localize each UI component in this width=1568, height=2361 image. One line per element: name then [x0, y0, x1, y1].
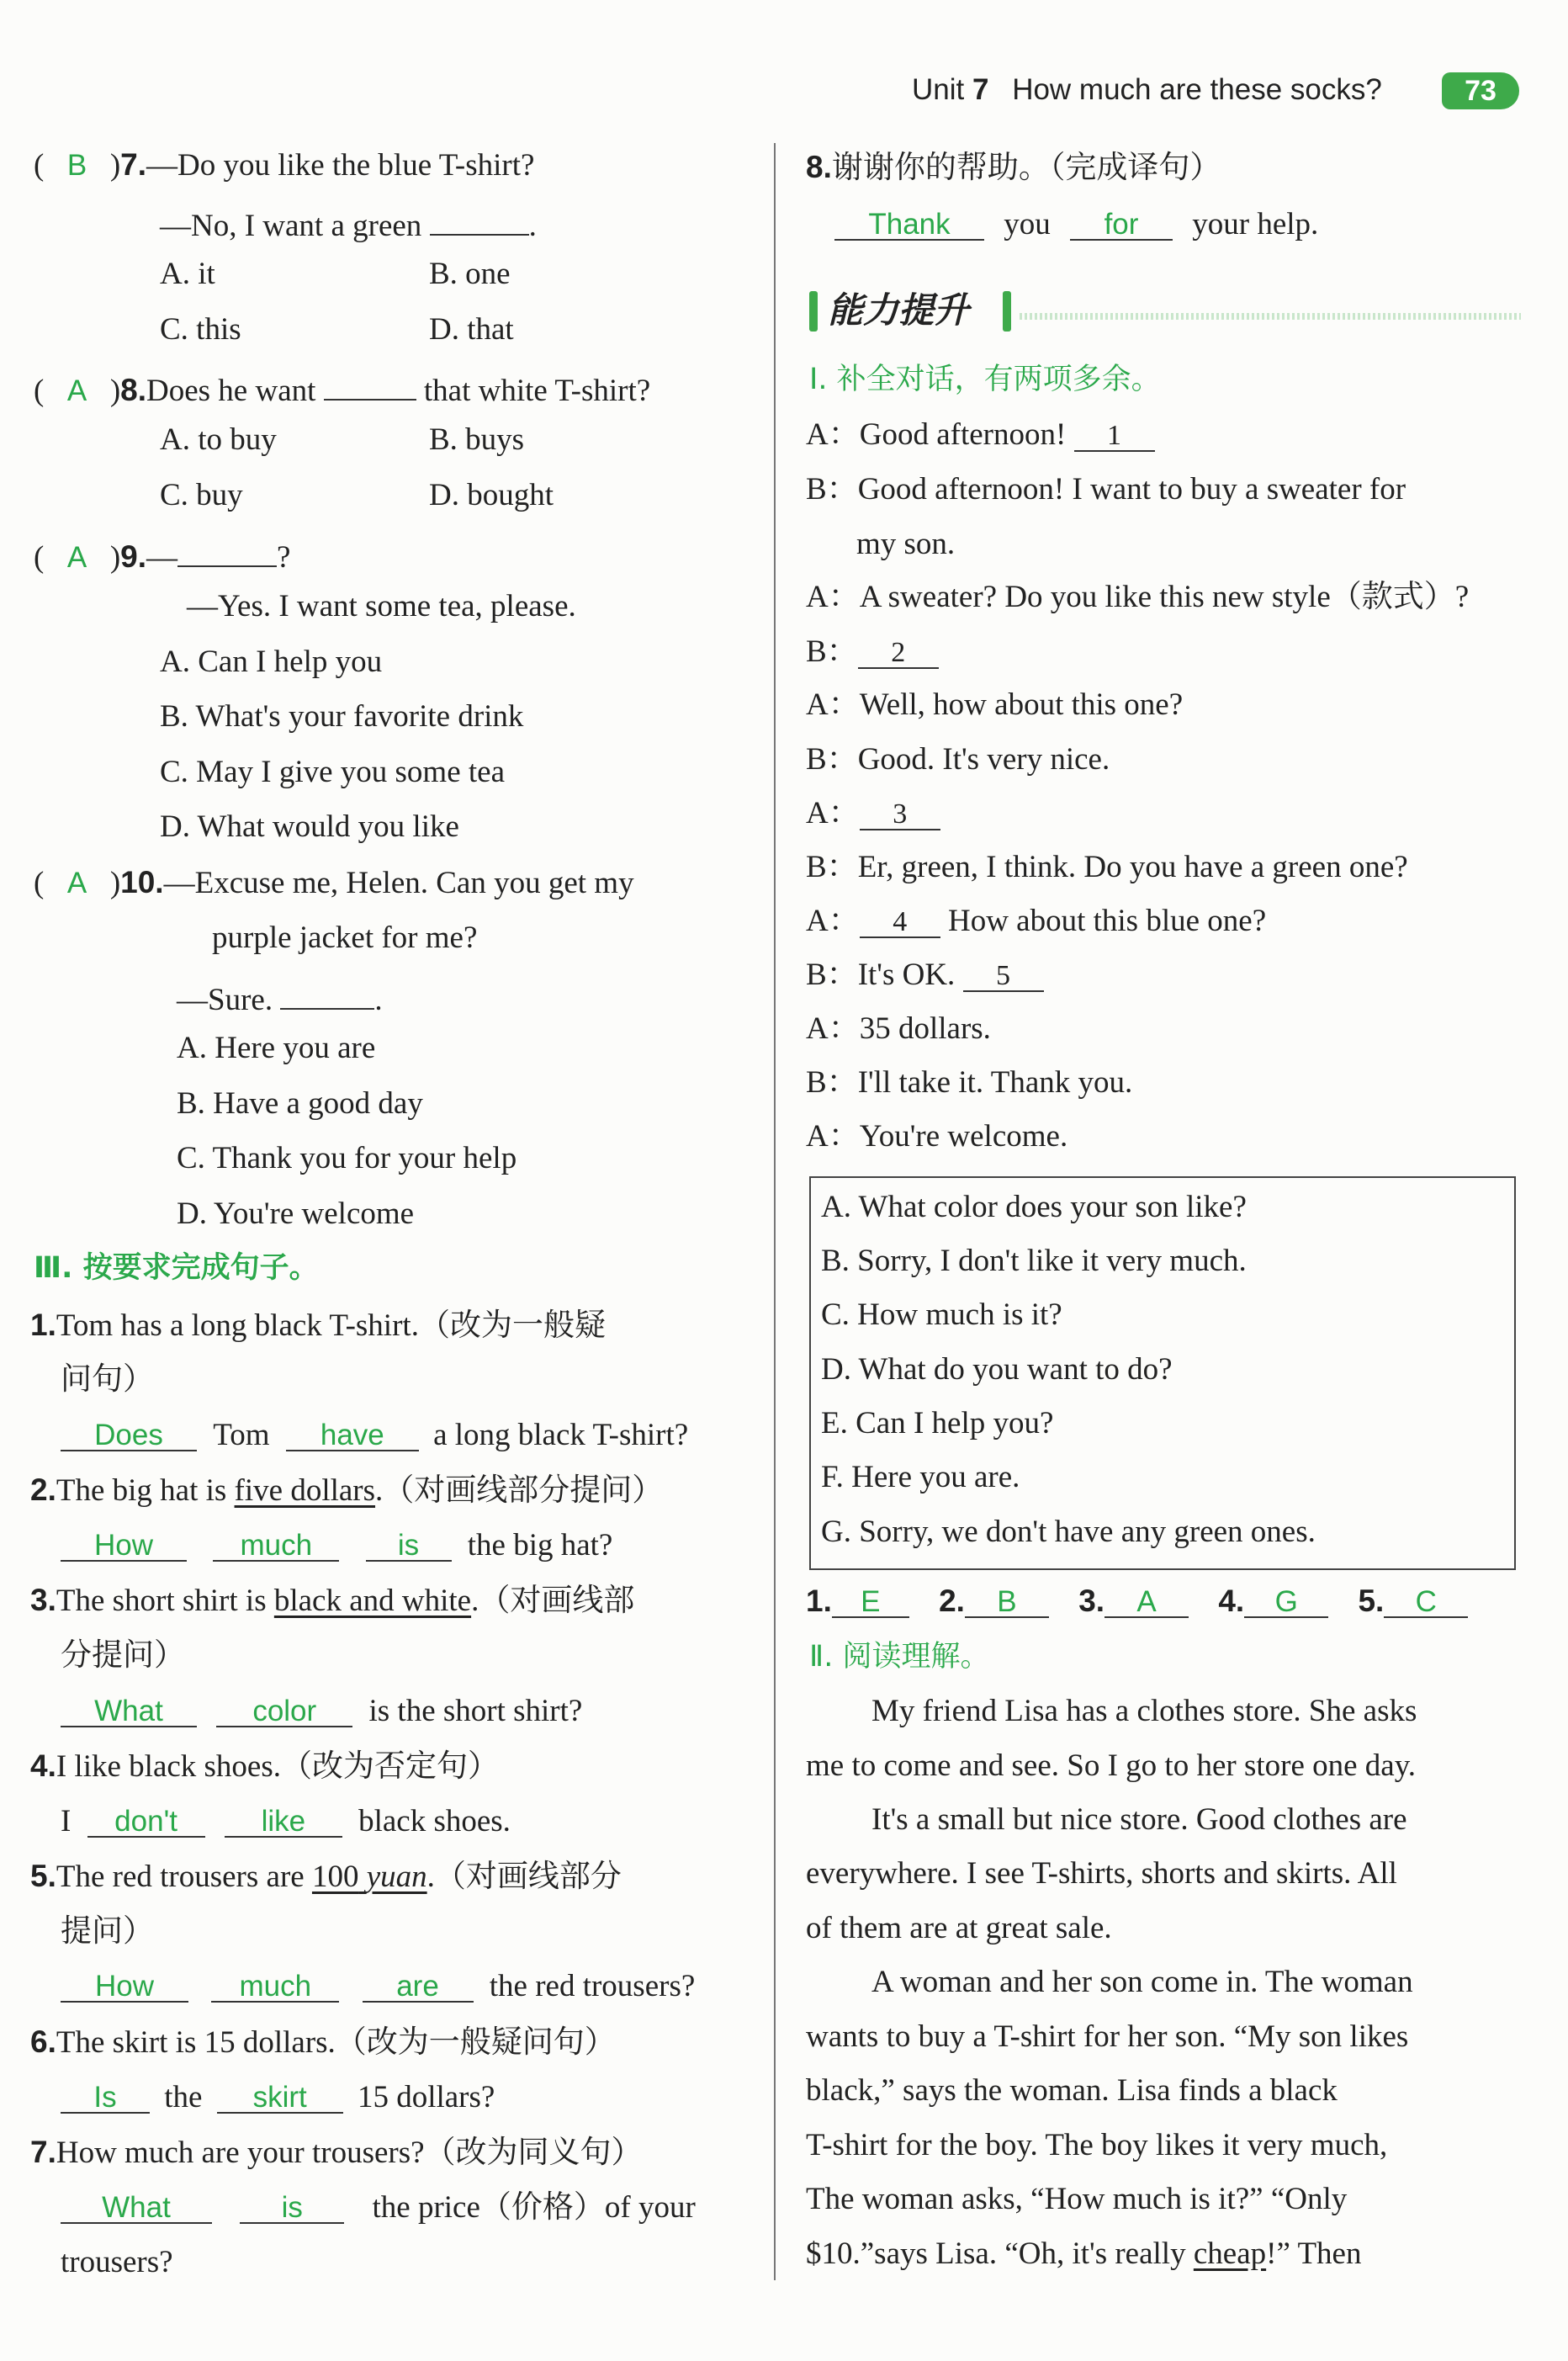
passage-line: My friend Lisa has a clothes store. She asks [871, 1694, 1417, 1728]
s6-blank-1[interactable]: Is [61, 2078, 150, 2114]
option-c: C. How much is it? [821, 1297, 1062, 1332]
q10-option-a: A. Here you are [177, 1031, 376, 1065]
q9-number: 9. [120, 539, 147, 574]
question-7 [34, 146, 534, 185]
answer-blank-4[interactable]: G [1244, 1583, 1328, 1618]
dialog-line [806, 416, 1155, 454]
s5-ul-number: 100 [311, 1860, 359, 1894]
s5-word: the red trousers? [489, 1969, 696, 2003]
q7-option-d: D. that [429, 312, 514, 347]
q9-stem-b: ? [277, 540, 291, 575]
t8-word-1: you [1004, 207, 1051, 241]
q7-number: 7. [120, 147, 147, 182]
dialog-line [806, 686, 1183, 724]
dialog-text: Good. It's very nice. [857, 742, 1110, 777]
s7-blank-1[interactable]: What [61, 2189, 212, 2224]
column-divider [774, 143, 776, 2280]
q7-blank[interactable] [430, 200, 529, 236]
option-f: F. Here you are. [821, 1460, 1020, 1494]
speaker: B： [806, 1065, 858, 1100]
s4-answer-line [61, 1802, 511, 1841]
s2-post: .（对画线部分提问） [375, 1473, 664, 1508]
speaker: A： [806, 796, 860, 830]
s7-answer-line [61, 2189, 696, 2227]
q7-option-b: B. one [429, 257, 511, 291]
dialog-line [806, 902, 1266, 941]
question-8 [34, 365, 650, 411]
s5-pre: The red trousers are [56, 1860, 305, 1894]
s5-blank-1[interactable]: How [61, 1967, 188, 2003]
question-10 [34, 863, 634, 903]
question-9 [34, 532, 290, 577]
passage-line: It's a small but nice store. Good clothes are [871, 1802, 1407, 1837]
s4-word-0: I [61, 1804, 72, 1838]
s5-blank-3[interactable]: are [363, 1967, 474, 2003]
speaker: A： [806, 904, 860, 938]
section-3-title: Ⅲ. 按要求完成句子。 [34, 1251, 319, 1285]
passage-line: everywhere. I see T-shirts, shorts and skirts. All [806, 1856, 1397, 1891]
s4-blank-1[interactable]: don't [87, 1802, 205, 1838]
s1-text2: 问句） [61, 1362, 154, 1397]
t8-text: 谢谢你的帮助。（完成译句） [831, 151, 1221, 185]
dialog-blank-5[interactable]: 5 [963, 957, 1044, 992]
s2-number: 2. [30, 1472, 56, 1507]
q10-line3-end: . [374, 983, 383, 1017]
unit-label: Unit [912, 73, 965, 106]
sentence-5 [30, 1857, 622, 1897]
s5-blank-2[interactable]: much [211, 1967, 339, 2003]
q9-option-c: C. May I give you some tea [160, 755, 505, 789]
q10-number: 10. [120, 865, 164, 899]
section-2-title: Ⅱ. 阅读理解。 [809, 1640, 990, 1674]
paren-open: ( [34, 148, 45, 183]
s1-answer-line [61, 1416, 688, 1455]
answer-q10[interactable]: A [66, 867, 87, 899]
s2-word: the big hat? [467, 1528, 613, 1563]
dialog-line [806, 1117, 1067, 1156]
dialog-text: Good afternoon! I want to buy a sweater for [857, 472, 1406, 507]
section-1-title: Ⅰ. 补全对话，有两项多余。 [809, 363, 1161, 396]
dialog-text: Er, green, I think. Do you have a green one? [857, 850, 1408, 884]
banner-bar-left [809, 291, 818, 332]
s2-blank-3[interactable]: is [366, 1526, 452, 1562]
dialog-blank-2[interactable]: 2 [858, 634, 939, 669]
speaker: A： [806, 687, 860, 722]
answer-number: 4. [1218, 1584, 1245, 1618]
s2-answer-line [61, 1526, 612, 1565]
q9-line2: —Yes. I want some tea, please. [187, 589, 576, 623]
answer-blank-5[interactable]: C [1384, 1583, 1468, 1618]
option-d: D. What do you want to do? [821, 1352, 1173, 1387]
answer-number: 3. [1078, 1584, 1105, 1618]
sentence-7 [30, 2133, 643, 2173]
q9-option-b: B. What's your favorite drink [160, 699, 524, 734]
s6-number: 6. [30, 2024, 56, 2059]
s5-ul-italic: yuan [366, 1860, 427, 1894]
answer-number: 1. [806, 1584, 832, 1618]
s2-blank-2[interactable]: much [213, 1526, 339, 1562]
t8-answer-line [834, 205, 1318, 244]
q7-line2-end: . [528, 209, 537, 243]
s5-number: 5. [30, 1859, 56, 1893]
banner-dotted-rule [1020, 313, 1521, 320]
s4-blank-2[interactable]: like [225, 1802, 342, 1838]
s1-word-1: Tom [213, 1418, 270, 1452]
s3-underlined: black and white [273, 1584, 472, 1618]
dialog-text: A sweater? Do you like this new style（款式）? [859, 580, 1470, 614]
s6-word-2: 15 dollars? [357, 2080, 495, 2114]
q10-option-d: D. You're welcome [177, 1196, 415, 1231]
q8-stem-a: Does he want [146, 374, 316, 408]
q9-stem-a: — [146, 540, 178, 575]
t8-blank-1[interactable]: Thank [834, 205, 984, 241]
s4-number: 4. [30, 1748, 56, 1783]
s7-blank-2[interactable]: is [240, 2189, 344, 2224]
answer-blank-3[interactable]: A [1104, 1583, 1189, 1618]
dialog-blank-1[interactable]: 1 [1074, 416, 1155, 452]
s2-blank-1[interactable]: How [61, 1526, 187, 1562]
dialog-text: It's OK. [857, 958, 956, 992]
q7-option-c: C. this [160, 312, 241, 347]
s2-pre: The big hat is [56, 1473, 227, 1508]
passage-line: T-shirt for the boy. The boy likes it very much, [806, 2128, 1388, 2162]
q10-option-b: B. Have a good day [177, 1086, 423, 1121]
paren-close: ) [109, 540, 121, 575]
last-line-underlined: cheap [1193, 2236, 1267, 2271]
dialog-text: How about this blue one? [947, 904, 1267, 938]
paren-open: ( [34, 540, 45, 575]
option-e: E. Can I help you? [821, 1406, 1054, 1440]
q8-blank[interactable] [324, 365, 416, 401]
s4-word: black shoes. [358, 1804, 511, 1838]
answer-number: 5. [1358, 1584, 1385, 1618]
q9-blank[interactable] [177, 532, 277, 567]
q7-line2 [160, 200, 537, 246]
t8-word-2: your help. [1192, 207, 1319, 241]
s1-word-2: a long black T-shirt? [433, 1418, 689, 1452]
q8-option-b: B. buys [429, 422, 525, 457]
speaker: A： [806, 580, 860, 614]
s3-pre: The short shirt is [56, 1584, 267, 1618]
s1-blank-1[interactable]: Does [61, 1416, 197, 1451]
q7-option-a: A. it [160, 257, 215, 291]
s3-answer-line [61, 1692, 582, 1731]
q10-option-c: C. Thank you for your help [177, 1141, 517, 1175]
dialog-text: 35 dollars. [859, 1011, 991, 1046]
s5-answer-line [61, 1967, 695, 2006]
q8-number: 8. [120, 373, 147, 407]
dialog-line [806, 956, 1044, 995]
t8-blank-2[interactable]: for [1070, 205, 1173, 241]
sentence-2 [30, 1471, 663, 1510]
s6-blank-2[interactable]: skirt [217, 2078, 343, 2114]
dialog-blank-3[interactable]: 3 [860, 795, 940, 830]
s3-post: .（对画线部 [471, 1584, 635, 1618]
passage-line: The woman asks, “How much is it?” “Only [806, 2182, 1348, 2216]
option-g: G. Sorry, we don't have any green ones. [821, 1515, 1316, 1549]
s7-text: How much are your trousers?（改为同义句） [56, 2136, 643, 2170]
dialog-line [806, 1064, 1132, 1102]
translation-8 [806, 148, 1221, 188]
s7-word: the price（价格）of your [372, 2190, 696, 2225]
q8-stem-b: that white T-shirt? [423, 374, 651, 408]
q8-option-c: C. buy [160, 478, 243, 512]
page-number-badge: 73 [1442, 72, 1519, 109]
s3-blank-2[interactable]: color [216, 1692, 352, 1727]
answer-number: 2. [939, 1584, 965, 1618]
dialog-line [806, 740, 1110, 779]
answer-q9[interactable]: A [66, 541, 87, 574]
answer-blank-2[interactable]: B [965, 1583, 1049, 1618]
last-line-post: !” Then [1266, 2236, 1362, 2271]
sentence-4 [30, 1747, 499, 1786]
last-line-pre: $10.”says Lisa. “Oh, it's really [806, 2236, 1186, 2271]
option-b: B. Sorry, I don't like it very much. [821, 1244, 1247, 1278]
speaker: A： [806, 1011, 860, 1046]
s7-number: 7. [30, 2135, 56, 2169]
dialog-line [806, 1010, 991, 1048]
q7-line2-text: —No, I want a green [160, 209, 422, 243]
passage-line: black,” says the woman. Lisa finds a black [806, 2073, 1338, 2108]
passage-line: A woman and her son come in. The woman [871, 1965, 1413, 1999]
dialog-line [806, 470, 1406, 509]
speaker: A： [806, 1119, 860, 1154]
q9-option-d: D. What would you like [160, 809, 459, 844]
option-a: A. What color does your son like? [821, 1190, 1247, 1224]
speaker: B： [806, 742, 858, 777]
q10-line3-text: —Sure. [177, 983, 273, 1017]
dialog-text: You're welcome. [859, 1119, 1068, 1154]
sentence-6 [30, 2023, 616, 2062]
s3-word: is the short shirt? [368, 1694, 583, 1728]
dialog-line [806, 578, 1469, 617]
s7-word-2: trousers? [61, 2245, 173, 2279]
s2-underlined: five dollars [234, 1473, 376, 1508]
speaker: B： [806, 850, 858, 884]
dialog-text: my son. [856, 527, 956, 561]
passage-line: of them are at great sale. [806, 1911, 1112, 1945]
answer-row [806, 1582, 1468, 1621]
dialog-line [806, 794, 940, 833]
passage-line: wants to buy a T-shirt for her son. “My son likes [806, 2019, 1409, 2054]
speaker: A： [806, 417, 860, 452]
unit-title: How much are these socks? [1012, 73, 1382, 106]
passage-line: me to come and see. So I go to her store one day. [806, 1748, 1417, 1783]
q7-stem: —Do you like the blue T-shirt? [146, 148, 535, 183]
s5-underlined [312, 1860, 427, 1894]
q10-line3 [177, 974, 383, 1020]
s1-text: Tom has a long black T-shirt.（改为一般疑 [56, 1308, 606, 1343]
speaker: B： [806, 634, 858, 669]
dialog-line [806, 633, 939, 671]
passage-line-last [806, 2235, 1361, 2273]
dialog-line [856, 525, 955, 564]
paren-close: ) [109, 866, 121, 900]
unit-number: 7 [972, 73, 989, 106]
s5-post: .（对画线部分 [426, 1860, 622, 1894]
sentence-3 [30, 1581, 634, 1621]
s5-text2: 提问） [61, 1914, 154, 1949]
speaker: B： [806, 958, 858, 992]
answer-q8[interactable]: A [66, 374, 87, 407]
s1-number: 1. [30, 1308, 56, 1342]
s3-number: 3. [30, 1583, 56, 1617]
s1-blank-2[interactable]: have [286, 1416, 419, 1451]
q10-blank[interactable] [280, 974, 374, 1010]
q9-option-a: A. Can I help you [160, 645, 383, 679]
paren-open: ( [34, 374, 45, 408]
sentence-1 [30, 1306, 606, 1345]
banner-bar-right [1003, 291, 1011, 332]
running-header [912, 71, 1382, 109]
q10-stem2: purple jacket for me? [212, 921, 478, 955]
dialog-text: I'll take it. Thank you. [857, 1065, 1133, 1100]
q10-stem: —Excuse me, Helen. Can you get my [163, 866, 634, 900]
section-banner: 能力提升 [828, 289, 970, 331]
dialog-blank-4[interactable]: 4 [860, 903, 940, 938]
s3-blank-1[interactable]: What [61, 1692, 197, 1727]
paren-open: ( [34, 866, 45, 900]
s6-word-1: the [164, 2080, 203, 2114]
q8-option-a: A. to buy [160, 422, 277, 457]
q8-option-d: D. bought [429, 478, 554, 512]
t8-number: 8. [806, 150, 832, 184]
paren-close: ) [109, 374, 121, 408]
s6-text: The skirt is 15 dollars.（改为一般疑问句） [56, 2025, 616, 2060]
paren-close: ) [109, 148, 121, 183]
dialog-text: Good afternoon! [859, 417, 1067, 452]
dialog-line [806, 848, 1408, 887]
s4-text: I like black shoes.（改为否定句） [56, 1749, 500, 1784]
speaker: B： [806, 472, 858, 507]
dialog-text: Well, how about this one? [859, 687, 1184, 722]
answer-blank-1[interactable]: E [832, 1583, 909, 1618]
s6-answer-line [61, 2078, 495, 2117]
answer-q7[interactable]: B [66, 149, 87, 182]
s3-text2: 分提问） [61, 1638, 185, 1673]
